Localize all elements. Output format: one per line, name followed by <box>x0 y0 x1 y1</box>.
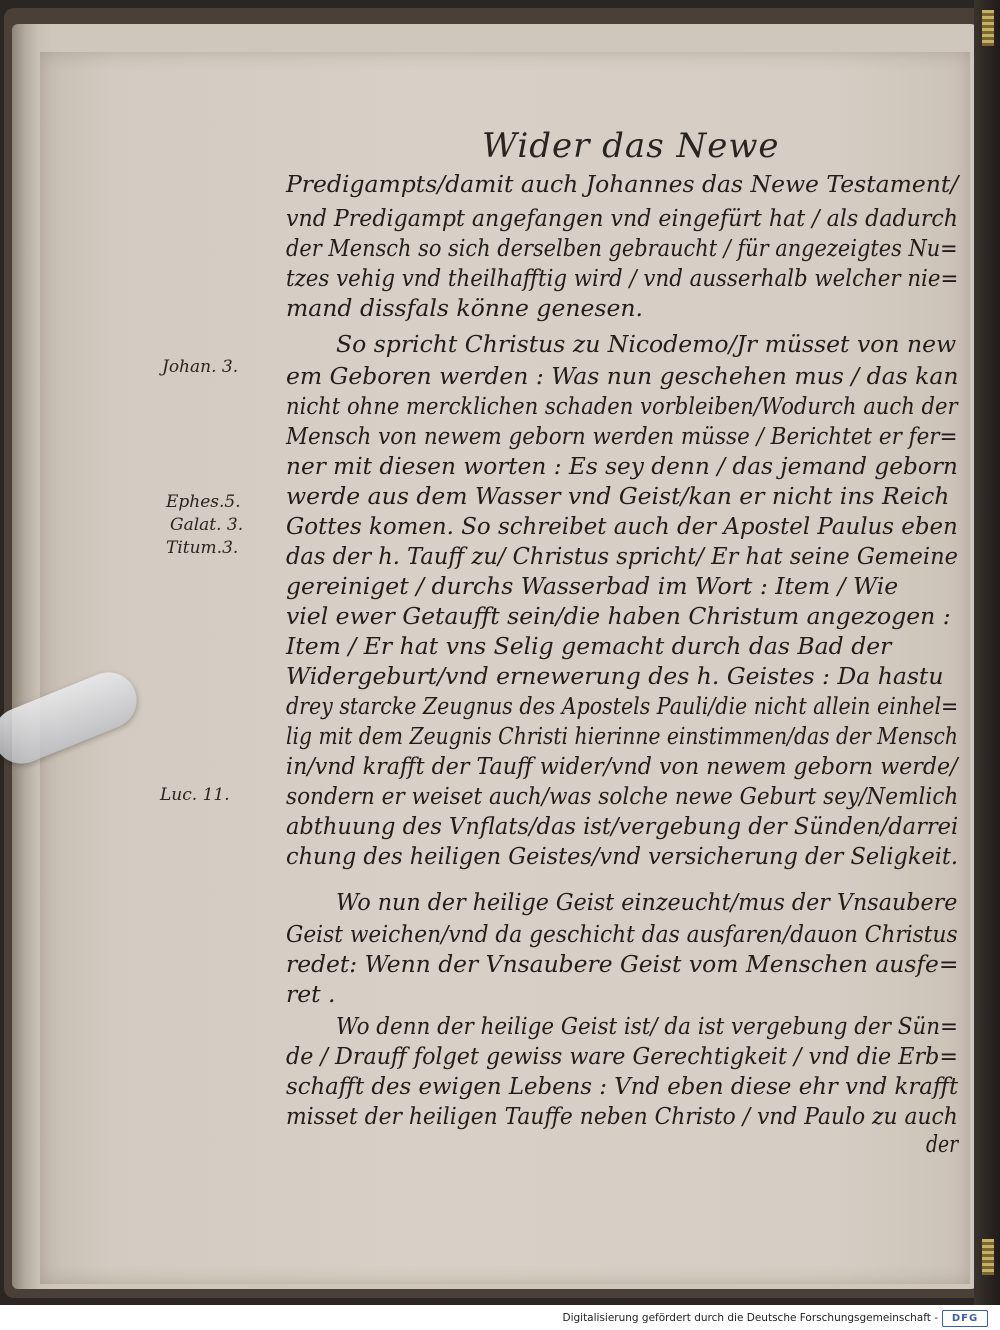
text-line: vnd Predigampt angefangen vnd eingefürt hat / als dadurch <box>286 204 959 232</box>
headband-top <box>982 10 994 46</box>
text-line: Wo nun der heilige Geist einzeucht/mus der Vnsaubere <box>336 888 958 916</box>
text-line: abthuung des Vnflats/das ist/vergebung der Sünden/darrei <box>286 812 959 840</box>
text-line: misset der heiligen Tauffe neben Christo / vnd Paulo zu auch <box>286 1102 958 1130</box>
text-line: Predigampts/damit auch Johannes das Newe Testament/ <box>286 170 959 198</box>
text-line: Geist weichen/vnd da geschicht das ausfaren/dauon Christus <box>286 920 958 948</box>
text-line: schafft des ewigen Lebens : Vnd eben diese ehr vnd krafft <box>286 1072 959 1100</box>
page-body-text <box>286 0 966 1200</box>
text-line: werde aus dem Wasser vnd Geist/kan er nicht ins Reich <box>286 482 950 510</box>
text-line: der Mensch so sich derselben gebraucht / für angezeigtes Nu= <box>286 234 958 262</box>
text-line: drey starcke Zeugnus des Apostels Pauli/die nicht allein einhel= <box>286 692 959 720</box>
book-spine <box>974 0 1000 1305</box>
text-line: ner mit diesen worten : Es sey denn / das jemand geborn <box>286 452 958 480</box>
text-line: Mensch von newem geborn werden müsse / Berichtet er fer= <box>286 422 958 450</box>
funding-notice: Digitalisierung gefördert durch die Deutsche Forschungsgemeinschaft - <box>562 1312 938 1324</box>
headband-bottom <box>982 1239 994 1275</box>
margin-note: Luc. 11. <box>160 785 230 805</box>
footer-bar <box>0 1305 1000 1330</box>
text-line: lig mit dem Zeugnis Christi hierinne einstimmen/das der Mensch <box>286 722 958 750</box>
text-line: redet: Wenn der Vnsaubere Geist vom Menschen ausfe= <box>286 950 959 978</box>
text-line: nicht ohne mercklichen schaden vorbleiben/Wodurch auch der <box>286 392 958 420</box>
catchword: der <box>926 1130 959 1158</box>
margin-note: Titum.3. <box>166 538 239 558</box>
margin-note: Johan. 3. <box>162 357 239 377</box>
text-line: viel ewer Getaufft sein/die haben Christum angezogen : <box>286 602 951 630</box>
text-line: Gottes komen. So schreibet auch der Apostel Paulus eben <box>286 512 958 540</box>
text-line: So spricht Christus zu Nicodemo/Jr müsset von new <box>336 330 957 358</box>
text-line: Item / Er hat vns Selig gemacht durch das Bad der <box>286 632 892 660</box>
text-line: chung des heiligen Geistes/vnd versicherung der Seligkeit. <box>286 842 959 870</box>
text-line: sondern er weiset auch/was solche newe Geburt sey/Nemlich <box>286 782 959 810</box>
text-line: in/vnd krafft der Tauff wider/vnd von newem geborn werde/ <box>286 752 958 780</box>
running-header: Wider das Newe <box>482 126 780 166</box>
text-line: das der h. Tauff zu/ Christus spricht/ Er hat seine Gemeine <box>286 542 958 570</box>
text-line: gereiniget / durchs Wasserbad im Wort : Item / Wie <box>286 572 899 600</box>
text-line: em Geboren werden : Was nun geschehen mus / das kan <box>286 362 959 390</box>
margin-note: Galat. 3. <box>170 515 244 535</box>
margin-note: Ephes.5. <box>166 492 241 512</box>
text-line: Wo denn der heilige Geist ist/ da ist vergebung der Sün= <box>336 1012 959 1040</box>
dfg-logo: DFG <box>942 1310 988 1327</box>
text-line: de / Drauff folget gewiss ware Gerechtigkeit / vnd die Erb= <box>286 1042 958 1070</box>
text-line: Widergeburt/vnd ernewerung des h. Geistes : Da hastu <box>286 662 944 690</box>
text-line: ret . <box>286 980 336 1008</box>
text-line: mand dissfals könne genesen. <box>286 294 643 322</box>
text-line: tzes vehig vnd theilhafftig wird / vnd ausserhalb welcher nie= <box>286 264 959 292</box>
